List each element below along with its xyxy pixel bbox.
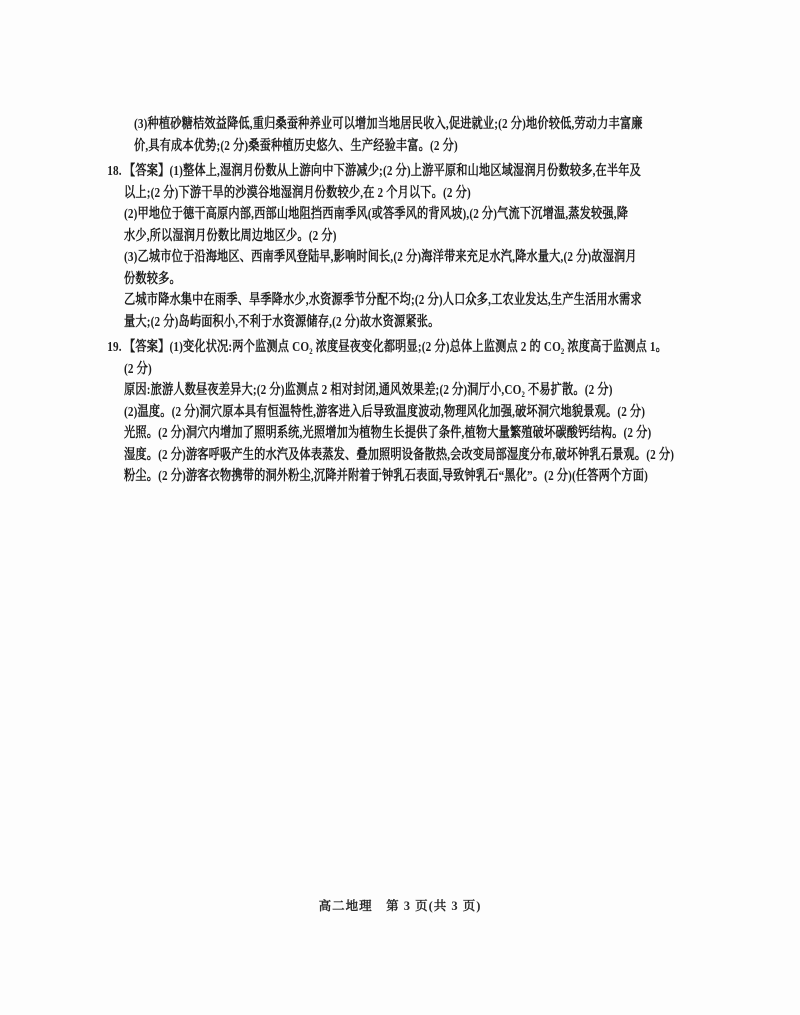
answer-line-text: 【答案】(1)整体上,湿润月份数从上游向中下游减少;(2 分)上游平原和山地区域湿润月份数较多,在半年及 [124, 164, 641, 179]
answer-line: (3)乙城市位于沿海地区、西南季风登陆早,影响时间长,(2 分)海洋带来充足水汽,降水量大,(2 分)故湿润月 [124, 250, 637, 265]
answer-line: 份数较多。 [124, 271, 181, 287]
answer-line: (2 分) [124, 361, 152, 377]
answer-line: (2)甲地位于德干高原内部,西部山地阻挡西南季风(或答季风的背风坡),(2 分)气流下沉增温,蒸发较强,降 [124, 207, 629, 222]
answer-line: (2)温度。(2 分)洞穴原本具有恒温特性,游客进入后导致温度波动,物理风化加强,破坏洞穴地貌景观。(2 分) [124, 404, 646, 420]
answer-content [0, 114, 800, 488]
answer-line [107, 337, 684, 359]
answer-line: (3)种植砂糖桔效益降低,重归桑蚕种养业可以增加当地居民收入,促进就业;(2 分)地价较低,劳动力丰富廉 [134, 117, 643, 132]
answer-line: 以上;(2 分)下游干旱的沙漠谷地湿润月份数较少,在 2 个月以下。(2 分) [124, 185, 471, 201]
answer-line: 水少,所以湿润月份数比周边地区少。(2 分) [124, 228, 337, 244]
question-number-19: 19. [107, 340, 122, 355]
answer-line: 原因:旅游人数昼夜差异大;(2 分)监测点 2 相对封闭,通风效果差;(2 分)洞厅小,CO₂ 不易扩散。(2 分) [124, 383, 613, 398]
answer-line: 光照。(2 分)洞穴内增加了照明系统,光照增加为植物生长提供了条件,植物大量繁殖破坏碳酸钙结构。(2 分) [124, 426, 652, 441]
answer-line: 湿度。(2 分)游客呼吸产生的水汽及体表蒸发、叠加照明设备散热,会改变局部湿度分布,破坏钟乳石景观。(2 分) [124, 447, 675, 463]
answer-block-18 [107, 161, 800, 333]
answer-line [107, 161, 684, 183]
answer-line: 价,具有成本优势;(2 分)桑蚕种植历史悠久、生产经验丰富。(2 分) [134, 138, 458, 154]
answer-line-text: 【答案】(1)变化状况:两个监测点 CO₂ 浓度昼夜变化都明显;(2 分)总体上监测点 2 的 CO₂ 浓度高于监测点 1。 [124, 340, 668, 355]
answer-block-19 [107, 337, 800, 488]
answer-line: 量大;(2 分)岛屿面积小,不利于水资源储存,(2 分)故水资源紧张。 [124, 314, 440, 330]
question-number-18: 18. [107, 164, 122, 179]
answer-line: 粉尘。(2 分)游客衣物携带的洞外粉尘,沉降并附着于钟乳石表面,导致钟乳石“黑化”。(2 分)(任答两个方面) [124, 469, 648, 484]
page-footer: 高二地理 第 3 页(共 3 页) [318, 899, 482, 913]
answer-line: 乙城市降水集中在雨季、旱季降水少,水资源季节分配不均;(2 分)人口众多,工农业发达,生产生活用水需求 [124, 293, 642, 308]
answer-block-17-continued [134, 114, 800, 157]
